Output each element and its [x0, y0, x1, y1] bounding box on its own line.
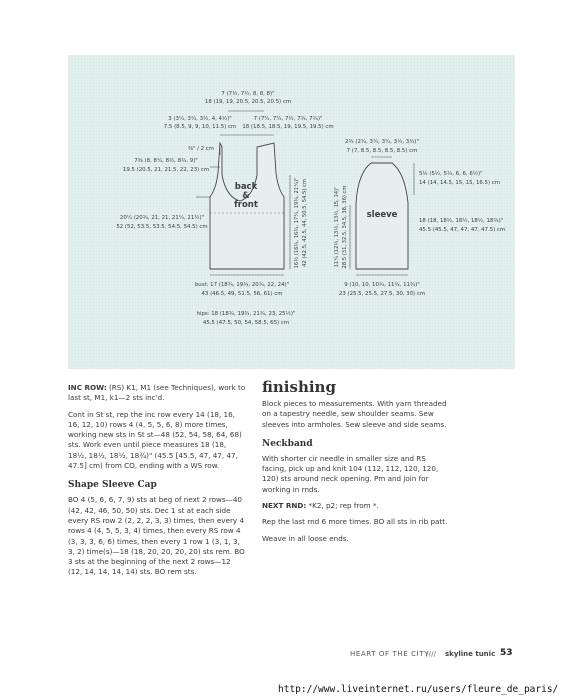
sleeve-cuff: 9 (10, 10, 10¾, 11¾, 11¾)": [344, 282, 420, 288]
body-neck-left-cm: 7.5 (8.5, 9, 9, 10, 11.5) cm: [163, 124, 237, 130]
neckband-paragraph: With shorter cir needle in smaller size and RS facing, pick up and knit 104 (112, 112, 120, 120, 120) sts around neck opening. Pm and join for working in rnds.: [262, 453, 439, 494]
sleeve-upper-arm-cm: 45.5 (45.5, 47, 47, 47, 47.5) cm: [419, 227, 506, 233]
sleeve-length-1: 11¼ (12½, 13½, 13½, 15, 14)": [334, 186, 340, 268]
body-neck-right: 7 (7¼, 7¼, 7½, 7¾, 7¾)": [253, 116, 323, 122]
finishing-heading: finishing: [262, 378, 336, 396]
footer-divider-slashes: ////: [426, 650, 437, 658]
body-piece-label-3: front: [234, 200, 258, 210]
body-upper-width-cm: 19.5 (20.5, 21, 21.5, 22, 23) cm: [122, 167, 210, 173]
repeat-paragraph: Rep the last rnd 6 more times. BO all sts in rib patt.: [262, 517, 448, 527]
sleeve-piece-label: sleeve: [366, 210, 398, 220]
body-bust: bust: 17 (18¾, 19¾, 20¾, 22, 24)": [194, 282, 290, 288]
inc-row-label: INC ROW:: [68, 383, 107, 392]
body-mid-width-cm: 52 (52, 53.5, 53.5, 54.5, 54.5) cm: [116, 224, 208, 230]
body-neck-left: 3 (3¼, 3¼, 3½, 4, 4½)": [168, 116, 232, 122]
neckband-heading: Neckband: [262, 438, 313, 449]
body-mid-width: 20¼ (20¾, 21, 21, 21¼, 21½)": [119, 215, 205, 221]
sleeve-cap-paragraph: BO 4 (5, 6, 6, 7, 9) sts at beg of next 2 rows—40 (42, 42, 46, 50, 50) sts. Dec 1 st at each side every RS row 2 (2, 2, 2, 3, 3) times, then every 4 rows 4 (4, 5, 5, 3, 4) times, then every RS row 4 (3, 3, 3, 6, 6) times, then every 1 row 1 (3, 1, 3, 3, 2) time(s)—18 (18, 20, 20, 20, 20) sts rem. BO 3 sts at the beginning of the next 2 rows—12 (12, 14, 14, 14, 14) sts. BO rem sts.: [68, 495, 245, 577]
sleeve-cap-top: 2¾ (2¾, 3¼, 3¼, 3½, 3½)": [344, 139, 420, 145]
sleeve-cap-height: 5½ (5½, 5¾, 6, 6, 6½)": [419, 171, 483, 177]
body-piece-label-2: &: [242, 191, 250, 201]
page-number: 53: [500, 648, 513, 658]
sleeve-cap-height-cm: 14 (14, 14.5, 15, 15, 16.5) cm: [419, 180, 500, 186]
source-url: http://www.liveinternet.ru/users/fleure_de_paris/: [278, 684, 559, 695]
body-shoulder-drop: ⅜" / 2 cm: [187, 146, 214, 152]
body-shoulder-top: 7 (7½, 7½, 8, 8, 8)": [221, 91, 275, 97]
sleeve-length-1-cm: 28.5 (31, 32.5, 34.5, 38, 36) cm: [342, 185, 348, 269]
next-rnd-paragraph: [262, 501, 452, 511]
body-neck-right-cm: 18 (18.5, 18.5, 19, 19.5, 19.5) cm: [242, 124, 334, 130]
schematic-panel: [68, 55, 515, 369]
sleeve-cap-top-cm: 7 (7, 8.5, 8.5, 8.5, 8.5) cm: [346, 148, 418, 154]
inc-row-paragraph: [68, 383, 246, 404]
body-hips: hips: 18 (18¾, 19¾, 21¾, 23, 25½)": [196, 311, 296, 317]
next-rnd-label: NEXT RND:: [262, 501, 307, 511]
sleeve-cuff-cm: 23 (25.5, 25.5, 27.5, 30, 30) cm: [338, 291, 426, 297]
schematic-drawing: [68, 55, 515, 369]
body-shoulder-top-cm: 18 (19, 19, 20.5, 20.5, 20.5) cm: [204, 99, 292, 105]
body-upper-width: 7⅜ (8, 8¼, 8½, 8¾, 9)": [134, 158, 198, 164]
block-paragraph: Block pieces to measurements. With yarn threaded on a tapestry needle, sew shoulder seams. Sew sleeves into armholes. Sew sleeve and side seams.: [262, 399, 447, 429]
shape-sleeve-cap-heading: Shape Sleeve Cap: [68, 480, 157, 491]
footer-section-title: HEART OF THE CITY: [350, 650, 429, 658]
continue-paragraph: Cont in St st, rep the inc row every 14 (18, 16, 16, 12, 10) rows 4 (4, 5, 5, 6, 8) more times, working new sts in St st—48 (52, 54, 58, 64, 68) sts. Work even until piece measures 18 (18, 18½, 18½, 18½, 18¾)" (45.5 [45.5, 47, 47, 47, 47.5] cm) from CO, ending with a WS row.: [68, 409, 242, 471]
next-rnd-text: *K2, p2; rep from *.: [306, 501, 379, 511]
footer-pattern-name: skyline tunic: [445, 650, 496, 658]
body-bust-cm: 43 (46.5, 49, 51.5, 56, 61) cm: [201, 291, 283, 297]
instructions-right-column: [262, 378, 452, 550]
body-length-1: 16½ (16¾, 16¾, 17¼, 19¾, 21¼)": [294, 177, 300, 269]
inc-row-text: (RS) K1, M1 (see Techniques), work to last st, M1, k1—2 sts inc'd.: [68, 383, 246, 403]
body-piece-label-1: back: [234, 182, 258, 192]
body-hips-cm: 45.5 (47.5, 50, 54, 58.5, 65) cm: [202, 320, 290, 326]
sleeve-upper-arm: 18 (18, 18½, 18½, 18½, 18¾)": [419, 218, 504, 224]
body-length-1-cm: 42 (42.5, 42.5, 44, 50.5, 54.5) cm: [302, 179, 308, 267]
weave-paragraph: Weave in all loose ends.: [262, 533, 349, 543]
instructions-left-column: [68, 383, 246, 584]
